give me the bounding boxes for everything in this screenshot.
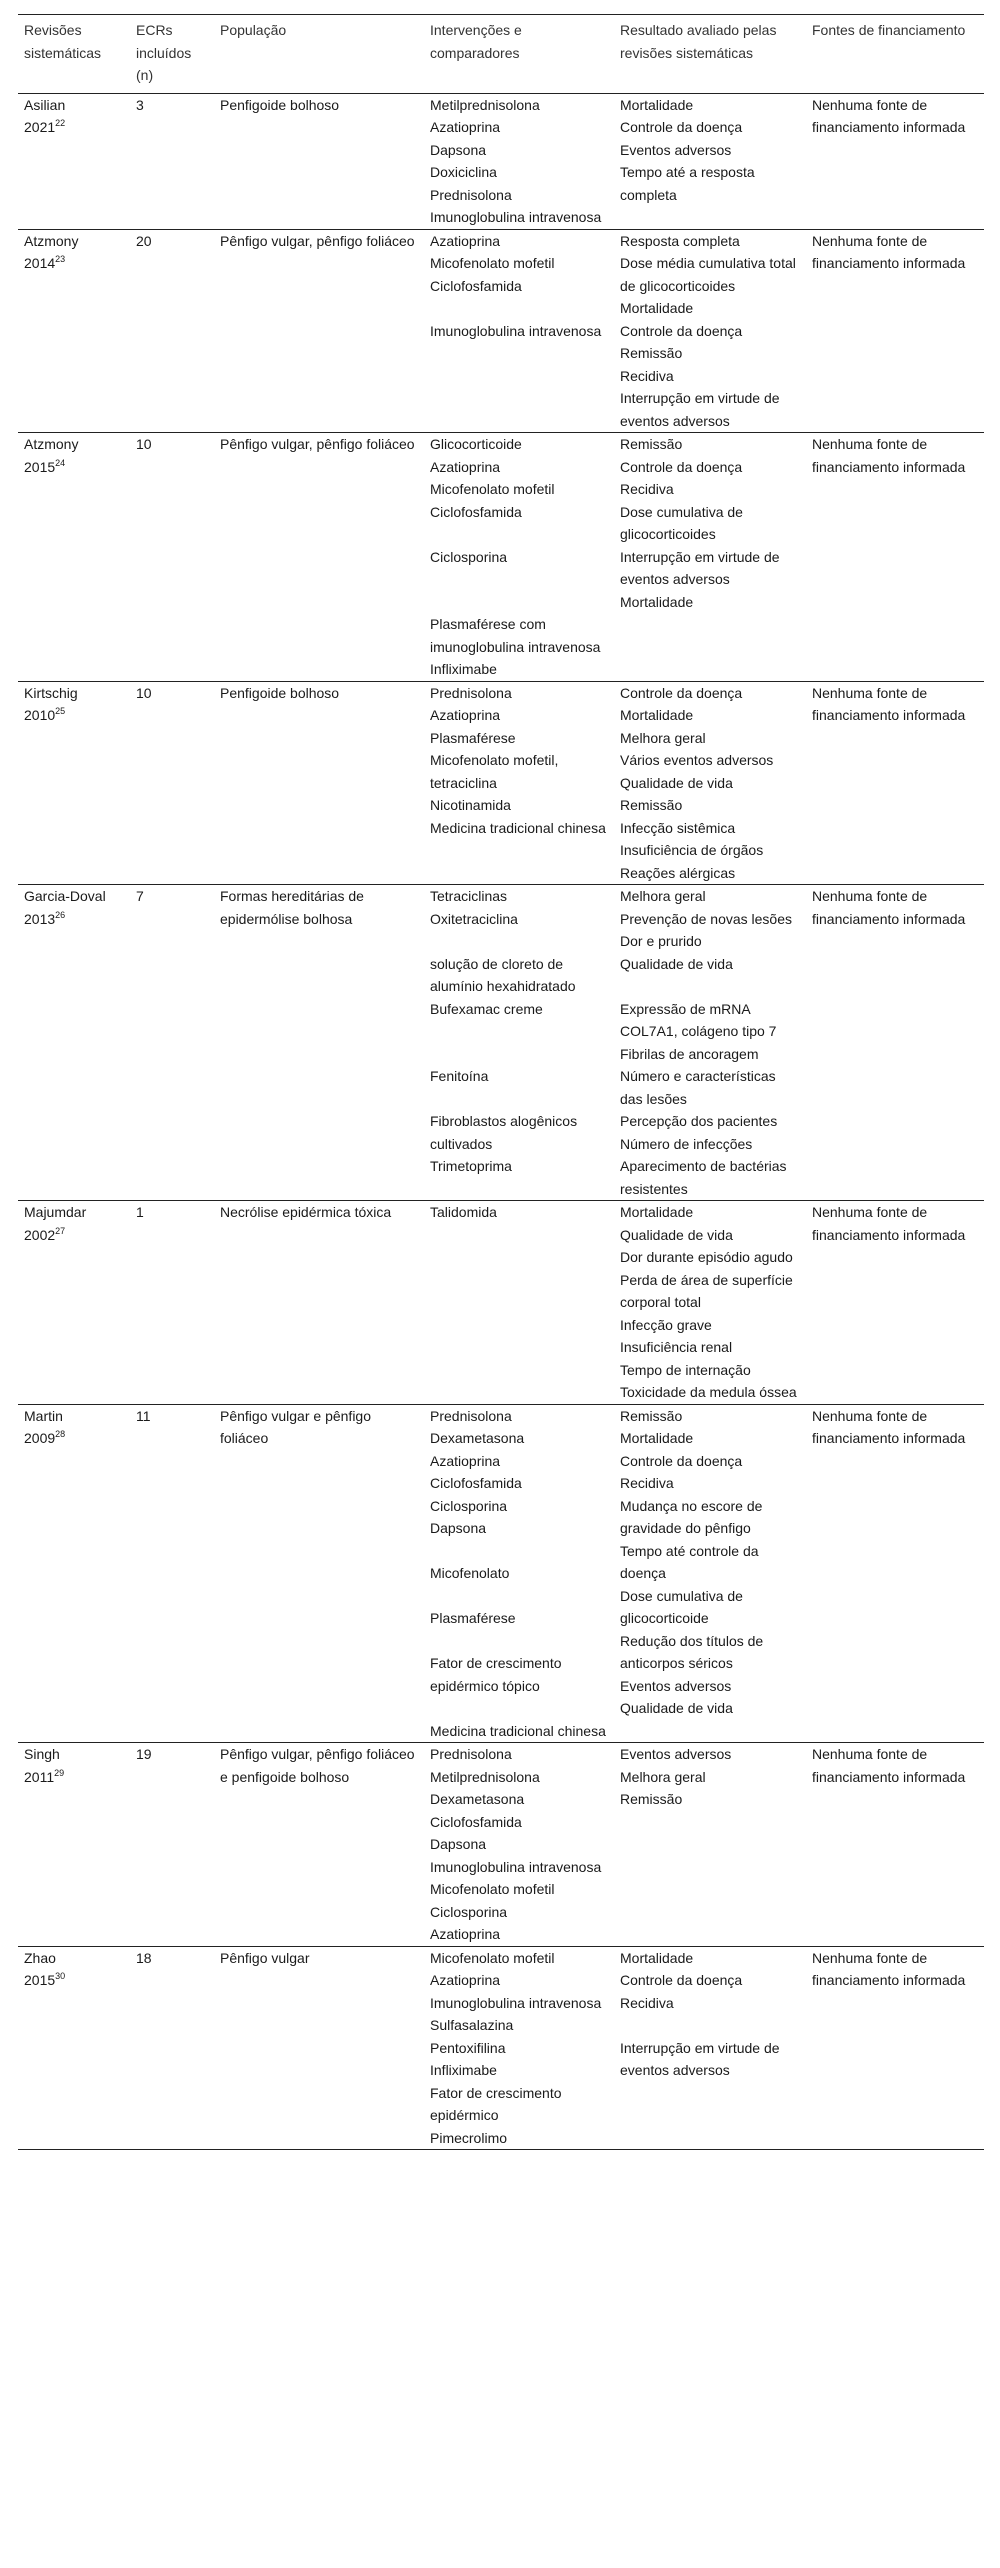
line-spacer: [430, 1043, 608, 1066]
rcts-count-cell: 10: [130, 433, 214, 682]
intervention-item: Dapsona: [430, 1836, 487, 1852]
outcome-item: Mortalidade: [620, 1204, 694, 1220]
review-reference: 29: [54, 1767, 65, 1778]
review-author: Asilian: [24, 96, 66, 113]
line-spacer: [430, 1540, 608, 1563]
review-cell: [18, 681, 130, 885]
rcts-count-cell: 20: [130, 229, 214, 433]
outcomes-cell: [614, 885, 806, 1201]
outcome-item: Eventos adversos: [620, 1746, 732, 1762]
intervention-item: Dexametasona: [430, 1430, 525, 1446]
interventions-cell: [424, 1201, 614, 1405]
intervention-item: Dapsona: [430, 1520, 487, 1536]
interventions-cell: [424, 681, 614, 885]
population-cell: Pênfigo vulgar, pênfigo foliáceo: [214, 433, 424, 682]
outcome-item: Qualidade de vida: [620, 955, 733, 972]
review-reference: 30: [55, 1971, 66, 1981]
outcome-item: Prevenção de novas lesões: [620, 910, 792, 927]
outcome-item: Número de infecções: [620, 1135, 753, 1152]
intervention-item: Plasmaférese: [430, 1610, 516, 1626]
line-spacer: [430, 1020, 608, 1043]
funding-cell: Nenhuma fonte de financiamento informada: [806, 1404, 984, 1743]
review-year: 2015: [24, 1972, 56, 1988]
outcome-item: Mudança no escore de gravidade do pênfigo: [620, 1497, 763, 1536]
review-year: 2014: [24, 255, 56, 271]
intervention-item: Azatioprina: [430, 1452, 501, 1469]
outcome-item: Melhora geral: [620, 1768, 706, 1785]
outcome-item: Percepção dos pacientes: [620, 1113, 778, 1129]
table-row: [18, 1404, 984, 1743]
intervention-item: Azatioprina: [430, 119, 501, 135]
review-cell: [18, 1201, 130, 1405]
intervention-item: Fator de crescimento epidérmico: [430, 2084, 562, 2123]
header-outcomes: Resultado avaliado pelas revisões sistemáticas: [614, 15, 806, 94]
outcomes-cell: [614, 93, 806, 229]
population-cell: Pênfigo vulgar: [214, 1946, 424, 2150]
intervention-item: Micofenolato mofetil: [430, 481, 555, 497]
rcts-count-cell: 18: [130, 1946, 214, 2150]
intervention-item: Prednisolona: [430, 186, 512, 203]
outcome-item: Controle da doença: [620, 322, 743, 339]
review-author: Atzmony: [24, 436, 79, 452]
intervention-item: Trimetoprima: [430, 1158, 512, 1174]
intervention-item: Dexametasona: [430, 1791, 525, 1807]
intervention-item: Bufexamac creme: [430, 1000, 543, 1017]
interventions-cell: [424, 885, 614, 1201]
interventions-cell: [424, 229, 614, 433]
table-row: [18, 681, 984, 885]
outcome-item: Controle da doença: [620, 684, 743, 701]
intervention-item: Ciclosporina: [430, 1497, 508, 1514]
intervention-item: Infliximabe: [430, 2062, 497, 2078]
review-reference: 27: [55, 1225, 66, 1236]
review-year: 2011: [24, 1768, 55, 1785]
header-rcts: ECRs incluídos (n): [130, 15, 214, 94]
line-spacer: [430, 568, 608, 591]
line-spacer: [430, 1088, 608, 1111]
interventions-cell: [424, 1946, 614, 2150]
outcome-item: Dose cumulativa de glicocorticoide: [620, 1587, 743, 1626]
outcome-item: Vários eventos adversos: [620, 752, 774, 768]
outcome-item: Tempo de internação: [620, 1361, 751, 1378]
outcome-item: Eventos adversos: [620, 141, 732, 158]
review-reference: 28: [55, 1429, 66, 1439]
table-row: [18, 93, 984, 229]
outcome-item: Recidiva: [620, 367, 674, 384]
population-cell: Pênfigo vulgar, pênfigo foliáceo: [214, 229, 424, 433]
line-spacer: [620, 975, 800, 998]
intervention-item: Azatioprina: [430, 1926, 501, 1942]
intervention-item: Ciclofosfamida: [430, 503, 522, 520]
review-year: 2002: [24, 1226, 56, 1243]
review-author: Majumdar: [24, 1204, 87, 1220]
intervention-item: Metilprednisolona: [430, 1768, 540, 1785]
funding-cell: Nenhuma fonte de financiamento informada: [806, 433, 984, 682]
review-year: 2010: [24, 707, 56, 723]
population-cell: Necrólise epidérmica tóxica: [214, 1201, 424, 1405]
review-year: 2009: [24, 1430, 56, 1446]
outcome-item: Qualidade de vida: [620, 1700, 733, 1716]
interventions-cell: [424, 433, 614, 682]
intervention-item: Dapsona: [430, 141, 487, 158]
table-row: [18, 229, 984, 433]
systematic-reviews-table: [18, 14, 984, 2150]
intervention-item: Imunoglobulina intravenosa: [430, 322, 602, 339]
outcome-item: Dose cumulativa de glicocorticoides: [620, 503, 743, 542]
review-year: 2013: [24, 910, 56, 927]
intervention-item: Pimecrolimo: [430, 2129, 508, 2146]
intervention-item: Imunoglobulina intravenosa: [430, 209, 602, 225]
outcomes-cell: [614, 1743, 806, 1947]
funding-cell: Nenhuma fonte de financiamento informada: [806, 1201, 984, 1405]
rcts-count-cell: 7: [130, 885, 214, 1201]
funding-cell: Nenhuma fonte de financiamento informada: [806, 681, 984, 885]
outcome-item: Número e características das lesões: [620, 1068, 776, 1107]
outcome-item: Controle da doença: [620, 1452, 743, 1469]
intervention-item: Prednisolona: [430, 684, 512, 701]
intervention-item: Glicocorticoide: [430, 436, 522, 452]
intervention-item: Nicotinamida: [430, 797, 511, 813]
outcome-item: Controle da doença: [620, 1972, 743, 1988]
line-spacer: [430, 1697, 608, 1720]
rcts-count-cell: 3: [136, 96, 144, 113]
outcome-item: Insuficiência de órgãos: [620, 842, 764, 858]
intervention-item: Fator de crescimento epidérmico tópico: [430, 1655, 562, 1694]
review-author: Kirtschig: [24, 684, 78, 701]
population-cell: Pênfigo vulgar, pênfigo foliáceo e penfigoide bolhoso: [214, 1743, 424, 1947]
line-spacer: [430, 297, 608, 320]
intervention-item: Imunoglobulina intravenosa: [430, 1858, 602, 1875]
funding-cell: Nenhuma fonte de financiamento informada: [806, 1946, 984, 2150]
table-row: [18, 1743, 984, 1947]
review-year: 2021: [24, 119, 56, 135]
intervention-item: Micofenolato: [430, 1565, 510, 1581]
table-header: [18, 15, 984, 94]
intervention-item: Talidomida: [430, 1204, 497, 1220]
intervention-item: Doxiciclina: [430, 164, 497, 180]
funding-cell: Nenhuma fonte de financiamento informada: [806, 1743, 984, 1947]
intervention-item: Pentoxifilina: [430, 2039, 506, 2056]
outcome-item: Aparecimento de bactérias resistentes: [620, 1158, 787, 1197]
population-cell: Formas hereditárias de epidermólise bolhosa: [214, 885, 424, 1201]
outcome-item: Controle da doença: [620, 458, 743, 475]
review-cell: [18, 229, 130, 433]
intervention-item: Azatioprina: [430, 1972, 501, 1988]
outcome-item: Recidiva: [620, 1994, 674, 2011]
outcome-item: Interrupção em virtude de eventos adversos: [620, 548, 780, 587]
outcome-item: Perda de área de superfície corporal total: [620, 1271, 793, 1310]
table-body: [18, 93, 984, 2150]
outcome-item: Mortalidade: [620, 1949, 694, 1966]
review-author: Atzmony: [24, 232, 79, 249]
intervention-item: Infliximabe: [430, 661, 497, 677]
outcome-item: Dose média cumulativa total de glicocorticoides: [620, 255, 796, 294]
intervention-item: Metilprednisolona: [430, 96, 540, 113]
outcome-item: Controle da doença: [620, 119, 743, 135]
intervention-item: Ciclofosfamida: [430, 1813, 522, 1830]
outcome-item: Infecção grave: [620, 1316, 712, 1333]
intervention-item: Azatioprina: [430, 707, 501, 723]
outcome-item: Mortalidade: [620, 96, 694, 113]
outcomes-cell: [614, 1201, 806, 1405]
outcome-item: Eventos adversos: [620, 1677, 732, 1694]
population-cell: Penfigoide bolhoso: [214, 681, 424, 885]
outcome-item: Recidiva: [620, 481, 674, 497]
intervention-item: solução de cloreto de alumínio hexahidratado: [430, 955, 576, 994]
header-population: População: [214, 15, 424, 94]
review-cell: [18, 1404, 130, 1743]
outcome-item: Mortalidade: [620, 593, 694, 610]
outcome-item: Toxicidade da medula óssea: [620, 1384, 797, 1400]
funding-cell: Nenhuma fonte de financiamento informada: [812, 96, 966, 135]
intervention-item: Oxitetraciclina: [430, 910, 518, 927]
intervention-item: Sulfasalazina: [430, 2017, 514, 2033]
intervention-item: Fibroblastos alogênicos cultivados: [430, 1113, 578, 1152]
intervention-item: Tetraciclinas: [430, 888, 508, 904]
funding-cell: Nenhuma fonte de financiamento informada: [806, 885, 984, 1201]
outcome-item: Insuficiência renal: [620, 1339, 733, 1355]
intervention-item: Ciclofosfamida: [430, 277, 522, 294]
outcome-item: Interrupção em virtude de eventos adversos: [620, 390, 780, 429]
intervention-item: Azatioprina: [430, 458, 501, 475]
intervention-item: Micofenolato mofetil: [430, 1881, 555, 1897]
outcome-item: Qualidade de vida: [620, 1226, 733, 1243]
header-reviews: Revisões sistemáticas: [18, 15, 130, 94]
intervention-item: Ciclofosfamida: [430, 1475, 522, 1491]
line-spacer: [430, 1630, 608, 1653]
line-spacer: [430, 930, 608, 953]
outcome-item: Dor e prurido: [620, 933, 702, 949]
line-spacer: [430, 591, 608, 614]
outcome-item: Remissão: [620, 436, 683, 452]
outcome-item: Reações alérgicas: [620, 864, 736, 881]
outcome-item: Fibrilas de ancoragem: [620, 1045, 759, 1062]
header-interventions: Intervenções e comparadores: [424, 15, 614, 94]
review-author: Garcia-Doval: [24, 888, 106, 904]
outcome-item: Interrupção em virtude de eventos adversos: [620, 2039, 780, 2078]
rcts-count-cell: 11: [130, 1404, 214, 1743]
intervention-item: Prednisolona: [430, 1407, 512, 1424]
outcome-item: Recidiva: [620, 1475, 674, 1491]
outcome-item: Tempo até controle da doença: [620, 1542, 759, 1581]
outcome-item: Melhora geral: [620, 888, 706, 904]
line-spacer: [430, 1585, 608, 1608]
interventions-cell: [424, 93, 614, 229]
outcome-item: Redução dos títulos de anticorpos séricos: [620, 1632, 764, 1671]
review-author: Zhao: [24, 1949, 56, 1966]
line-spacer: [430, 523, 608, 546]
review-reference: 23: [55, 254, 66, 264]
outcome-item: Melhora geral: [620, 729, 706, 746]
funding-cell: Nenhuma fonte de financiamento informada: [806, 229, 984, 433]
outcomes-cell: [614, 1404, 806, 1743]
intervention-item: Plasmaférese: [430, 729, 516, 746]
intervention-item: Ciclosporina: [430, 1903, 508, 1920]
intervention-item: Fenitoína: [430, 1068, 489, 1084]
outcome-item: Infecção sistêmica: [620, 819, 736, 836]
review-cell: [18, 885, 130, 1201]
intervention-item: Plasmaférese com imunoglobulina intravenosa: [430, 616, 601, 655]
outcome-item: Remissão: [620, 1791, 683, 1807]
review-author: Martin: [24, 1407, 63, 1424]
table-row: [18, 885, 984, 1201]
review-reference: 24: [55, 457, 66, 468]
outcomes-cell: [614, 1946, 806, 2150]
table-row: [18, 433, 984, 682]
outcome-item: Mortalidade: [620, 300, 694, 316]
intervention-item: Micofenolato mofetil: [430, 255, 555, 271]
intervention-item: Azatioprina: [430, 232, 501, 249]
rcts-count-cell: 1: [130, 1201, 214, 1405]
review-cell: [18, 433, 130, 682]
intervention-item: Micofenolato mofetil: [430, 1949, 555, 1966]
population-cell: Pênfigo vulgar e pênfigo foliáceo: [214, 1404, 424, 1743]
review-reference: 26: [55, 909, 66, 920]
review-author: Singh: [24, 1746, 60, 1762]
review-year: 2015: [24, 458, 56, 475]
outcomes-cell: [614, 681, 806, 885]
table-row: [18, 1946, 984, 2150]
outcomes-cell: [614, 229, 806, 433]
outcome-item: Qualidade de vida: [620, 774, 733, 791]
outcome-item: Tempo até a resposta completa: [620, 164, 755, 203]
rcts-count-cell: 19: [130, 1743, 214, 1947]
intervention-item: Ciclosporina: [430, 548, 508, 565]
review-cell: [18, 93, 130, 229]
population-cell: Penfigoide bolhoso: [220, 96, 340, 113]
outcomes-cell: [614, 433, 806, 682]
review-cell: [18, 1946, 130, 2150]
intervention-item: Micofenolato mofetil, tetraciclina: [430, 752, 559, 791]
intervention-item: Prednisolona: [430, 1746, 512, 1762]
header-row: [18, 15, 984, 94]
outcome-item: Mortalidade: [620, 707, 694, 723]
outcome-item: Dor durante episódio agudo: [620, 1249, 793, 1265]
review-reference: 22: [55, 118, 66, 128]
outcome-item: Remissão: [620, 797, 683, 813]
intervention-item: Imunoglobulina intravenosa: [430, 1994, 602, 2011]
review-reference: 25: [55, 706, 66, 716]
outcome-item: Remissão: [620, 1407, 683, 1424]
interventions-cell: [424, 1743, 614, 1947]
line-spacer: [620, 2014, 800, 2037]
table-row: [18, 1201, 984, 1405]
outcome-item: Expressão de mRNA COL7A1, colágeno tipo 7: [620, 1000, 777, 1039]
header-funding: Fontes de financiamento: [806, 15, 984, 94]
intervention-item: Medicina tradicional chinesa: [430, 1722, 606, 1739]
outcome-item: Remissão: [620, 345, 683, 361]
rcts-count-cell: 10: [130, 681, 214, 885]
outcome-item: Mortalidade: [620, 1430, 694, 1446]
outcome-item: Resposta completa: [620, 232, 740, 249]
review-cell: [18, 1743, 130, 1947]
interventions-cell: [424, 1404, 614, 1743]
intervention-item: Medicina tradicional chinesa: [430, 819, 606, 836]
